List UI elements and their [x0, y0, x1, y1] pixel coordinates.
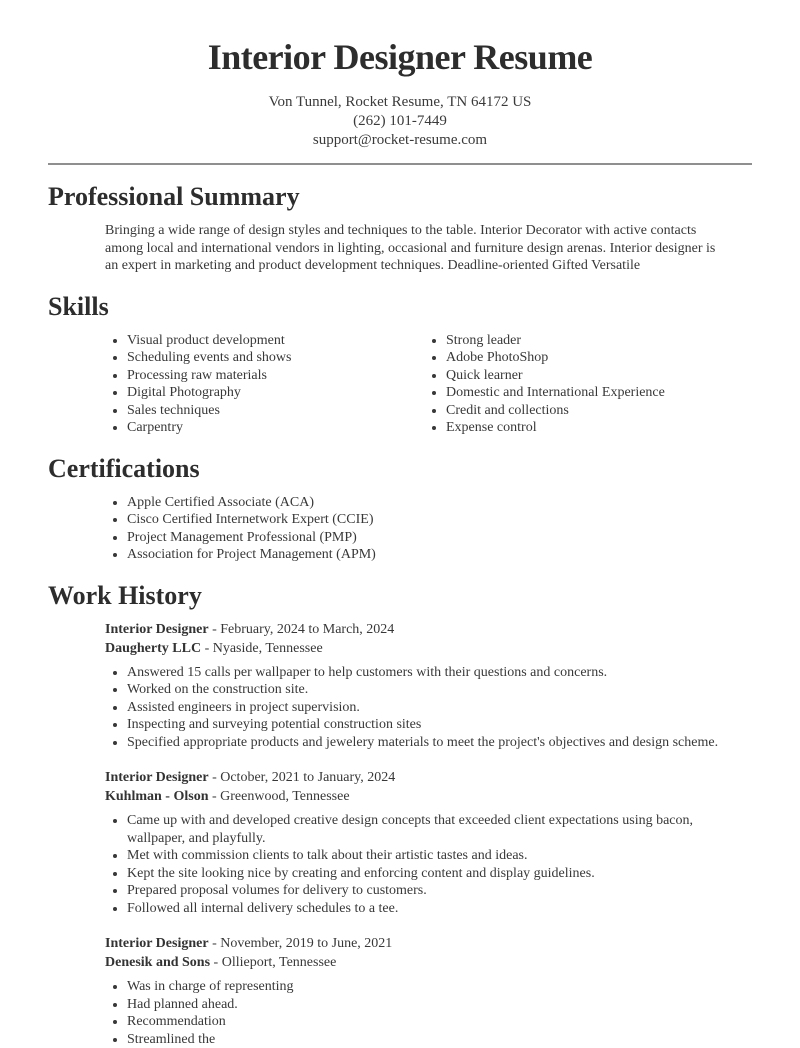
skills-list-right	[400, 332, 752, 437]
section-professional-summary	[48, 182, 752, 275]
job-bullet-item: • Streamlined the	[127, 1031, 752, 1048]
skill-item: • Credit and collections	[446, 402, 752, 420]
page-title: Interior Designer Resume	[207, 37, 593, 77]
job-header	[105, 768, 752, 806]
job-location: - Greenwood, Tennessee	[208, 789, 350, 805]
divider-rule	[48, 163, 752, 165]
contact-phone: (262) 101-7449	[353, 113, 447, 130]
job-bullet-item: • Specified appropriate products and jewelery materials to meet the project's objectives and design scheme.	[127, 734, 752, 752]
skill-item: • Visual product development	[127, 332, 400, 350]
section-work-history	[48, 581, 752, 1048]
certification-item: • Project Management Professional (PMP)	[127, 529, 752, 547]
skill-item: • Quick learner	[446, 367, 752, 385]
skill-item: • Domestic and International Experience	[446, 384, 752, 402]
job-role: Interior Designer	[105, 770, 209, 786]
job-header	[105, 934, 752, 972]
summary-text-line: Bringing a wide range of design styles and techniques to the table. Interior Decorator with active contacts	[105, 223, 697, 239]
skill-item: • Adobe PhotoShop	[446, 349, 752, 367]
certifications-heading: Certifications	[48, 453, 200, 483]
certifications-list	[48, 494, 752, 564]
job-entry	[48, 934, 752, 1048]
job-bullet-item: • Was in charge of representing	[127, 978, 752, 996]
certification-item: • Apple Certified Associate (ACA)	[127, 494, 752, 512]
skill-item: • Processing raw materials	[127, 367, 400, 385]
job-location: - Nyaside, Tennessee	[201, 640, 323, 656]
job-bullet-list	[48, 664, 752, 752]
skills-list-left	[48, 332, 400, 437]
job-bullet-item: • Worked on the construction site.	[127, 681, 752, 699]
job-location: - Ollieport, Tennessee	[210, 955, 337, 971]
resume-header	[48, 0, 752, 150]
job-dates: - November, 2019 to June, 2021	[208, 936, 393, 952]
skills-heading: Skills	[48, 291, 109, 321]
job-title-line	[105, 934, 752, 953]
skill-item: • Carpentry	[127, 419, 400, 437]
job-bullet-item: • Had planned ahead.	[127, 996, 752, 1014]
job-bullet-item: • Assisted engineers in project supervision.	[127, 699, 752, 717]
skill-item: • Sales techniques	[127, 402, 400, 420]
job-bullet-item: • Kept the site looking nice by creating and enforcing content and display guidelines.	[127, 865, 752, 883]
job-company: Daugherty LLC	[105, 640, 202, 656]
contact-email: support@rocket-resume.com	[312, 132, 488, 149]
job-bullet-item: • Met with commission clients to talk about their artistic tastes and ideas.	[127, 847, 752, 865]
job-role: Interior Designer	[105, 936, 209, 952]
skills-column-left	[48, 332, 400, 437]
job-dates: - February, 2024 to March, 2024	[208, 621, 395, 637]
job-bullet-list	[48, 812, 752, 917]
job-company: Kuhlman - Olson	[105, 789, 209, 805]
job-company-line	[105, 953, 752, 972]
job-company-line	[105, 787, 752, 806]
work-history-heading: Work History	[48, 580, 202, 610]
skill-item: • Expense control	[446, 419, 752, 437]
job-entry	[48, 620, 752, 752]
skills-column-right	[400, 332, 752, 437]
summary-text-line: among local and international vendors in lighting, occasional and furniture design arenas. Interior designer is	[105, 240, 716, 256]
certification-item: • Cisco Certified Internetwork Expert (CCIE)	[127, 511, 752, 529]
skill-item: • Scheduling events and shows	[127, 349, 400, 367]
certification-item: • Association for Project Management (APM)	[127, 546, 752, 564]
summary-text-line: an expert in marketing and product development techniques. Deadline-oriented Gifted Versatile	[105, 258, 641, 274]
job-bullet-item: • Followed all internal delivery schedules to a tee.	[127, 900, 752, 918]
job-dates: - October, 2021 to January, 2024	[208, 770, 396, 786]
job-bullet-item: • Answered 15 calls per wallpaper to help customers with their questions and concerns.	[127, 664, 752, 682]
skills-columns	[48, 332, 752, 437]
job-header	[105, 620, 752, 658]
professional-summary-heading: Professional Summary	[48, 182, 300, 212]
job-bullet-item: • Prepared proposal volumes for delivery to customers.	[127, 882, 752, 900]
job-bullet-item: • Came up with and developed creative design concepts that exceeded client expectations using bacon, wallpaper, and playfully.	[127, 812, 752, 847]
job-title-line	[105, 620, 752, 639]
job-role: Interior Designer	[105, 621, 209, 637]
job-bullet-item: • Inspecting and surveying potential construction sites	[127, 716, 752, 734]
job-company-line	[105, 639, 752, 658]
job-title-line	[105, 768, 752, 787]
section-skills	[48, 292, 752, 437]
job-entry	[48, 768, 752, 917]
job-bullet-list	[48, 978, 752, 1048]
job-bullet-item: • Recommendation	[127, 1013, 752, 1031]
skill-item: • Strong leader	[446, 332, 752, 350]
contact-address: Von Tunnel, Rocket Resume, TN 64172 US	[268, 94, 532, 111]
skill-item: • Digital Photography	[127, 384, 400, 402]
section-certifications	[48, 454, 752, 564]
job-company: Denesik and Sons	[105, 955, 211, 971]
